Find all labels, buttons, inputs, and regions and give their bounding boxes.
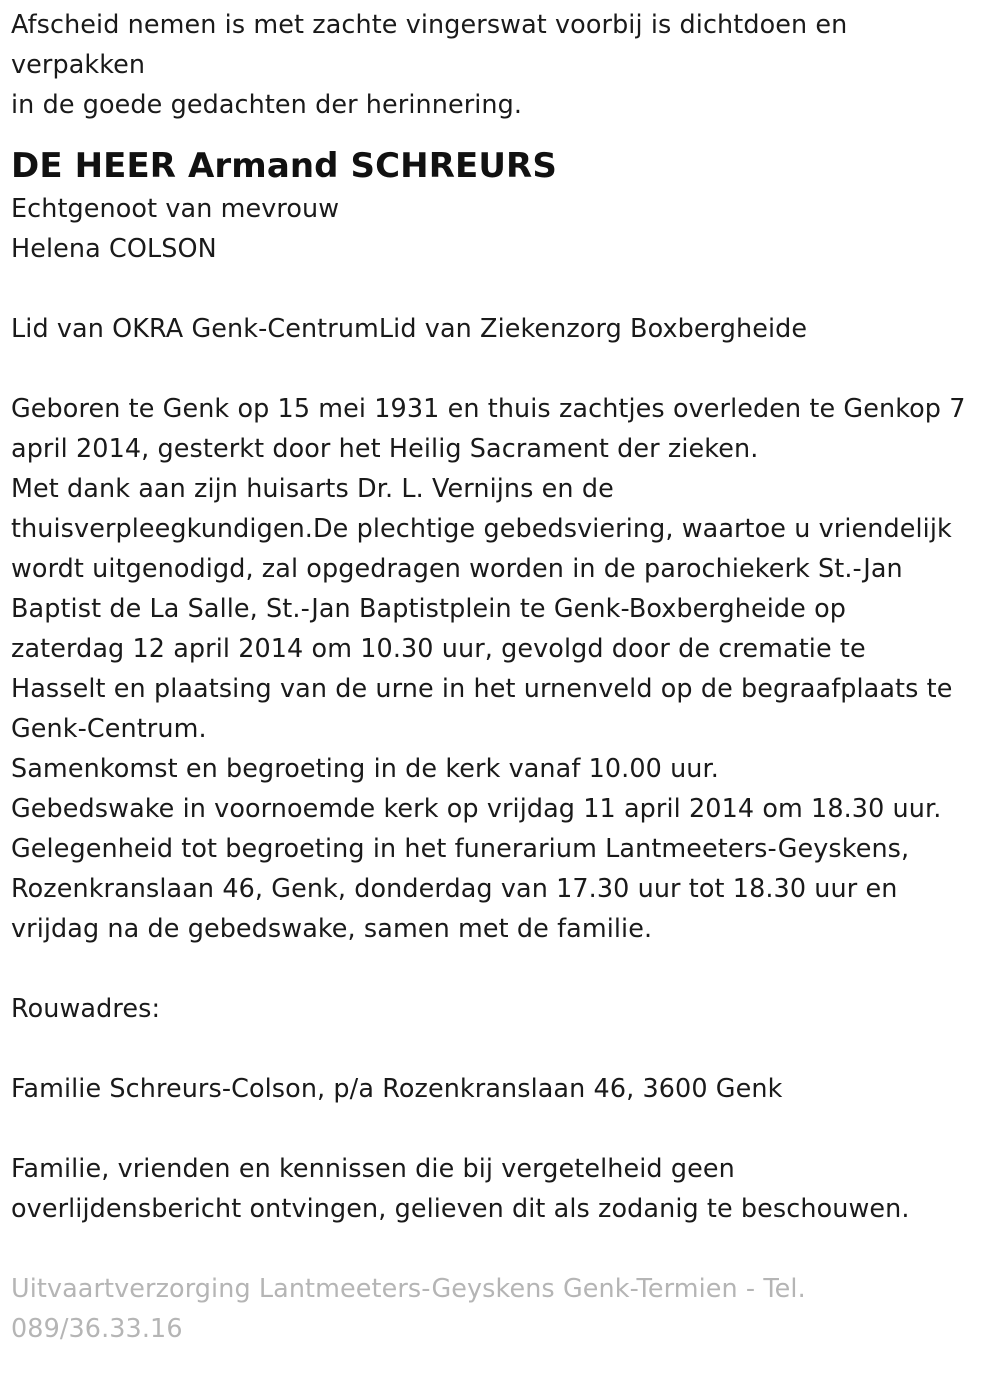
announcement-line: april 2014, gesterkt door het Heilig Sacrament der zieken. (11, 433, 759, 463)
poem (11, 4, 991, 124)
spouse-line: Echtgenoot van mevrouw (11, 193, 340, 223)
announcement-line: Baptist de La Salle, St.-Jan Baptistplein te Genk-Boxbergheide op (11, 593, 847, 623)
memberships: Lid van OKRA Genk-CentrumLid van Ziekenzorg Boxbergheide (11, 313, 808, 343)
notice (11, 1148, 991, 1228)
spacer (11, 268, 991, 308)
funeral-director-footer (11, 1268, 991, 1348)
announcement-line: wordt uitgenodigd, zal opgedragen worden in de parochiekerk St.-Jan (11, 553, 903, 583)
spacer (11, 1108, 991, 1148)
spacer (11, 948, 991, 988)
mourning-address: Familie Schreurs-Colson, p/a Rozenkranslaan 46, 3600 Genk (11, 1073, 783, 1103)
poem-line: in de goede gedachten der herinnering. (11, 89, 523, 119)
announcement-line: Met dank aan zijn huisarts Dr. L. Vernijns en de (11, 473, 614, 503)
notice-line: overlijdensbericht ontvingen, gelieven dit als zodanig te beschouwen. (11, 1193, 910, 1223)
announcement-line: thuisverpleegkundigen.De plechtige gebedsviering, waartoe u vriendelijk (11, 513, 952, 543)
mourning-address-label: Rouwadres: (11, 993, 161, 1023)
spacer (11, 1228, 991, 1268)
poem-line: verpakken (11, 49, 146, 79)
spouse-name: Helena COLSON (11, 233, 217, 263)
notice-line: Familie, vrienden en kennissen die bij vergetelheid geen (11, 1153, 735, 1183)
announcement-line: Hasselt en plaatsing van de urne in het urnenveld op de begraafplaats te (11, 673, 953, 703)
announcement-text (11, 388, 991, 948)
announcement-line: Gelegenheid tot begroeting in het funerarium Lantmeeters-Geyskens, (11, 833, 910, 863)
footer-line: Uitvaartverzorging Lantmeeters-Geyskens Genk-Termien - Tel. (11, 1273, 806, 1303)
spouse-info (11, 188, 991, 268)
announcement-line: vrijdag na de gebedswake, samen met de familie. (11, 913, 653, 943)
death-notice (11, 4, 991, 1348)
spacer (11, 348, 991, 388)
spacer (11, 1028, 991, 1068)
deceased-name: DE HEER Armand SCHREURS (11, 146, 557, 186)
announcement-line: Samenkomst en begroeting in de kerk vanaf 10.00 uur. (11, 753, 719, 783)
poem-line: Afscheid nemen is met zachte vingerswat voorbij is dichtdoen en (11, 9, 848, 39)
announcement-line: Gebedswake in voornoemde kerk op vrijdag 11 april 2014 om 18.30 uur. (11, 793, 942, 823)
announcement-line: zaterdag 12 april 2014 om 10.30 uur, gevolgd door de crematie te (11, 633, 866, 663)
footer-phone: 089/36.33.16 (11, 1313, 183, 1343)
announcement-line: Geboren te Genk op 15 mei 1931 en thuis zachtjes overleden te Genkop 7 (11, 393, 966, 423)
announcement-line: Genk-Centrum. (11, 713, 207, 743)
announcement-line: Rozenkranslaan 46, Genk, donderdag van 17.30 uur tot 18.30 uur en (11, 873, 898, 903)
